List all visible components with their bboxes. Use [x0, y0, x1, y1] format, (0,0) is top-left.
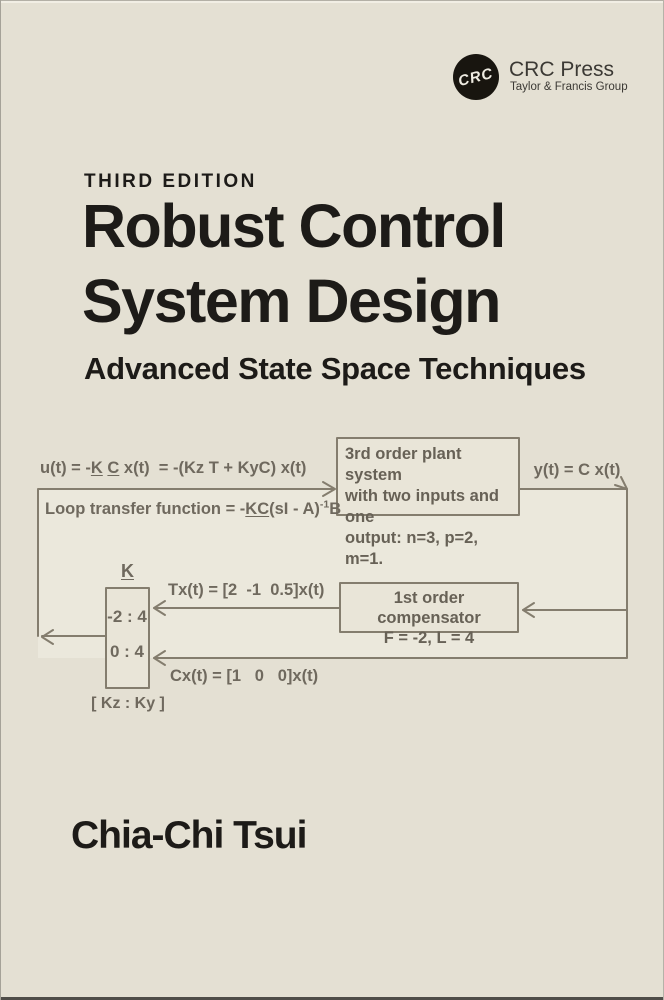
plant-box-line1: 3rd order plant system [345, 445, 462, 484]
compensator-box-line1: 1st order compensator [377, 589, 481, 627]
k-gain-row2: 0 : 4 [109, 642, 145, 661]
publisher-tagline: Taylor & Francis Group [510, 81, 628, 93]
plant-box-text [345, 444, 515, 570]
edition-label: THIRD EDITION [84, 171, 257, 192]
crc-logo-text: CRC [456, 64, 496, 90]
compensator-box-text [340, 588, 518, 648]
compensator-box-line2: F = -2, L = 4 [383, 629, 475, 647]
plant-box-line3: output: n=3, p=2, m=1. [345, 529, 478, 568]
k-gain-caption: [ Kz : Ky ] [91, 695, 165, 712]
tx-equation: Tx(t) = [2 -1 0.5]x(t) [168, 581, 325, 599]
book-subtitle: Advanced State Space Techniques [84, 351, 586, 386]
author-name: Chia-Chi Tsui [71, 814, 307, 857]
y-equation: y(t) = C x(t) [533, 461, 621, 479]
u-equation: u(t) = -K C x(t) = -(Kz T + KyC) x(t) [40, 459, 307, 477]
book-title-line1: Robust Control [82, 192, 505, 260]
book-title-line2: System Design [82, 267, 500, 335]
k-gain-row1: -2 : 4 [107, 607, 147, 626]
loop-transfer-equation: Loop transfer function = -KC(sI - A)$^{-1}$B [45, 498, 342, 518]
cx-equation: Cx(t) = [1 0 0]x(t) [170, 667, 319, 685]
k-gain-box [106, 588, 149, 688]
publisher-name: CRC Press [509, 58, 615, 81]
k-gain-label: K [121, 561, 134, 581]
plant-box-line2: with two inputs and one [345, 487, 499, 526]
